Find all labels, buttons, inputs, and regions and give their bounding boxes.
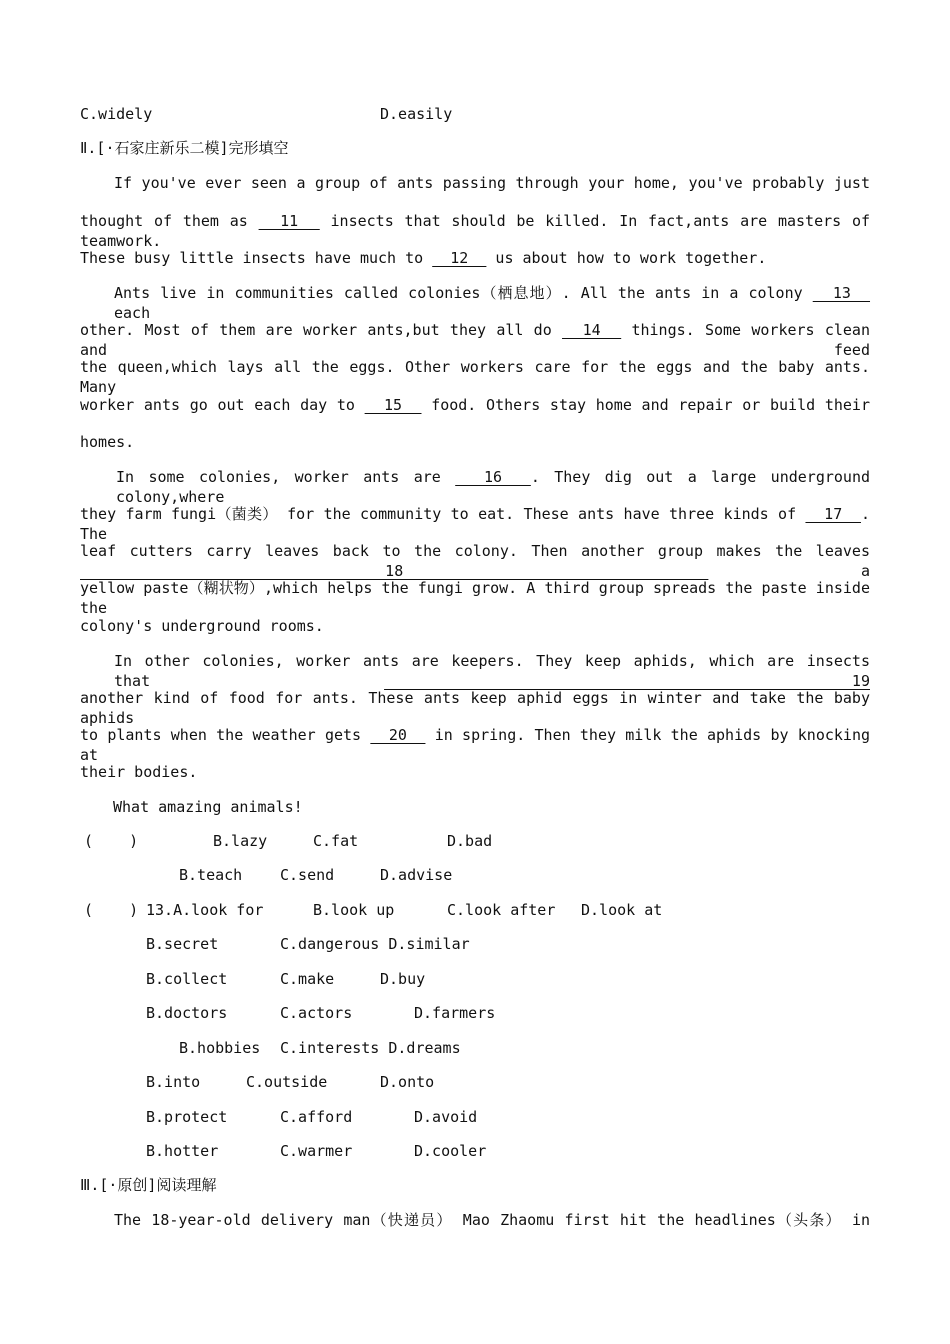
p3-line1: In some colonies, worker ants are 16 . They dig out a large underground colony,where	[116, 468, 871, 506]
q17-option-b[interactable]: B.hobbies	[179, 1039, 261, 1057]
q20-option-c[interactable]: C.warmer	[280, 1142, 353, 1160]
p2-line5: homes.	[80, 433, 135, 451]
q11-option-d[interactable]: D.bad	[447, 832, 493, 850]
blank-14[interactable]: 14	[562, 321, 622, 339]
q15-option-c[interactable]: C.make	[280, 970, 335, 988]
option-d-easily: D.easily	[380, 105, 453, 123]
option-c-widely: C.widely	[80, 105, 153, 123]
q15-option-b[interactable]: B.collect	[146, 970, 228, 988]
q11-option-b[interactable]: B.lazy	[213, 832, 268, 850]
p2-line4: worker ants go out each day to 15 food. Others stay home and repair or build their	[80, 396, 870, 414]
blank-12[interactable]: 12	[432, 249, 487, 267]
q13-option-c[interactable]: C.look after	[447, 901, 556, 919]
p1-line3: These busy little insects have much to 12 us about how to work together.	[80, 249, 767, 267]
blank-17[interactable]: 17	[805, 505, 861, 523]
blank-19[interactable]: 19	[384, 672, 870, 690]
q16-option-c[interactable]: C.actors	[280, 1004, 353, 1022]
p4-line1: In other colonies, worker ants are keepers. They keep aphids, which are insects that 19	[114, 652, 870, 690]
q12-option-d[interactable]: D.advise	[380, 866, 453, 884]
answer-paren-11[interactable]: ( )	[84, 832, 139, 850]
blank-18[interactable]: 18	[80, 562, 709, 580]
section-3-line1: The 18-year-old delivery man（快递员） Mao Zhaomu first hit the headlines（头条） in	[114, 1211, 870, 1229]
q13-option-b[interactable]: B.look up	[313, 901, 395, 919]
p1-line2: thought of them as 11 insects that should be killed. In fact,ants are masters of teamwork.	[80, 212, 871, 250]
p2-line3: the queen,which lays all the eggs. Other workers care for the eggs and the baby ants. Many	[80, 358, 870, 396]
q12-option-c[interactable]: C.send	[280, 866, 335, 884]
q17-option-cd[interactable]: C.interests D.dreams	[280, 1039, 461, 1057]
q18-option-b[interactable]: B.into	[146, 1073, 201, 1091]
q15-option-d[interactable]: D.buy	[380, 970, 426, 988]
answer-paren-13[interactable]: ( )	[84, 901, 139, 919]
p1-line1: If you've ever seen a group of ants passing through your home, you've probably just	[114, 174, 870, 192]
q19-option-b[interactable]: B.protect	[146, 1108, 228, 1126]
blank-16[interactable]: 16	[455, 468, 531, 486]
p2-line1: Ants live in communities called colonies（栖息地）. All the ants in a colony 13 each	[114, 284, 871, 322]
p3-line3: leaf cutters carry leaves back to the colony. Then another group makes the leaves 18 a	[80, 542, 871, 580]
p4-line4: their bodies.	[80, 763, 198, 781]
q20-option-d[interactable]: D.cooler	[414, 1142, 487, 1160]
q18-option-c[interactable]: C.outside	[246, 1073, 328, 1091]
p3-line2: they farm fungi（菌类） for the community to eat. These ants have three kinds of 17 . The	[80, 505, 870, 543]
closing-line: What amazing animals!	[113, 798, 303, 816]
q20-option-b[interactable]: B.hotter	[146, 1142, 219, 1160]
p3-line4: yellow paste（糊状物）,which helps the fungi grow. A third group spreads the paste inside the	[80, 579, 870, 617]
q19-option-d[interactable]: D.avoid	[414, 1108, 478, 1126]
q12-option-b[interactable]: B.teach	[179, 866, 243, 884]
q13-option-a[interactable]: 13.A.look for	[146, 901, 264, 919]
p3-line5: colony's underground rooms.	[80, 617, 324, 635]
q14-option-b[interactable]: B.secret	[146, 935, 219, 953]
blank-11[interactable]: 11	[258, 212, 320, 230]
blank-13[interactable]: 13	[812, 284, 871, 302]
q18-option-d[interactable]: D.onto	[380, 1073, 435, 1091]
p4-line3: to plants when the weather gets 20 in spring. Then they milk the aphids by knocking at	[80, 726, 871, 764]
q16-option-d[interactable]: D.farmers	[414, 1004, 496, 1022]
q11-option-c[interactable]: C.fat	[313, 832, 359, 850]
q19-option-c[interactable]: C.afford	[280, 1108, 353, 1126]
blank-20[interactable]: 20	[370, 726, 426, 744]
section-3-heading: Ⅲ.[·原创]阅读理解	[80, 1176, 217, 1194]
p4-line2: another kind of food for ants. These ants keep aphid eggs in winter and take the baby aphids	[80, 689, 870, 727]
q16-option-b[interactable]: B.doctors	[146, 1004, 228, 1022]
q13-option-d[interactable]: D.look at	[581, 901, 663, 919]
blank-15[interactable]: 15	[364, 396, 422, 414]
p2-line2: other. Most of them are worker ants,but they all do 14 things. Some workers clean and feed	[80, 321, 870, 359]
q14-option-cd[interactable]: C.dangerous D.similar	[280, 935, 470, 953]
section-2-heading: Ⅱ.[·石家庄新乐二模]完形填空	[80, 139, 289, 157]
